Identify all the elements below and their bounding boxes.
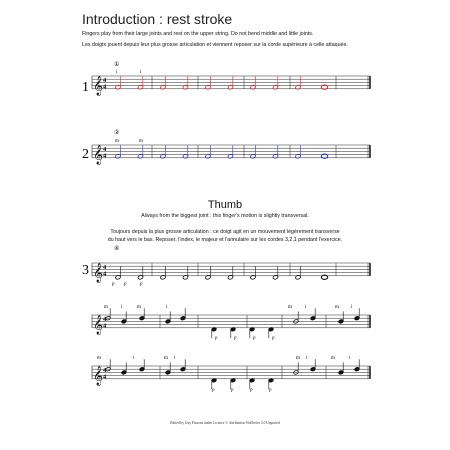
treble-clef-icon: 𝄞 [93,365,104,386]
finger-label: p [231,388,234,393]
string-marker-1: ① [114,61,120,68]
finger-label: p [212,388,215,393]
thumb-french-line-2: du haut vers le bas. Reposer, l'index, le majeur et l'annulaire sur les cordes 3,2,1 pendant l'exercice. [107,237,343,243]
time-signature-top: 4 [103,146,107,153]
finger-label: p [124,282,127,287]
treble-clef-icon: 𝄞 [93,262,104,283]
finger-label: i [166,305,168,310]
finger-label: m [331,356,335,361]
time-signature-bottom: 4 [103,373,107,381]
finger-label: p [234,336,237,341]
thumb-heading: Thumb [207,199,243,211]
finger-label: p [269,388,272,393]
finger-label: i [351,305,353,310]
finger-label: i [121,305,123,310]
finger-label: i [140,70,142,75]
time-signature-bottom: 4 [103,270,107,278]
finger-label: m [139,139,143,144]
time-signature-top: 4 [103,77,107,84]
thumb-french-line-1: Toujours depuis la plus grosse articulation : ce doigt agit en un mouvement légèrement transverse [110,229,340,235]
finger-label: m [115,139,119,144]
license-footer: Edited by Guy Parsons under Licence © Attribution-NoDerivs 3.0 Unported [170,421,280,425]
finger-label: m [296,356,300,361]
finger-label: i [133,356,135,361]
string-marker-2: ② [114,129,120,136]
intro-french: Les doigts jouent depuis leur plus grosse articulation et viennent reposer sur la corde supérieure à celle attaquée. [82,42,348,48]
intro-english: Fingers play from their large joints and rest on the upper string. Do not bend middle and little joints. [82,31,314,37]
finger-label: m [137,305,141,310]
finger-label: p [215,336,218,341]
finger-label: p [112,282,115,287]
finger-label: i [116,70,118,75]
finger-label: m [335,305,339,310]
time-signature-top: 4 [103,264,107,271]
time-signature-bottom: 4 [103,83,107,91]
time-signature-bottom: 4 [103,322,107,330]
time-signature-top: 4 [103,316,107,323]
finger-label: p [253,336,256,341]
finger-label: i [349,356,351,361]
finger-label: i [305,305,307,310]
time-signature-bottom: 4 [103,152,107,160]
exercise-number-1: 1 [82,80,89,95]
finger-label: i [306,356,308,361]
treble-clef-icon: 𝄞 [93,75,104,96]
exercise-number-3: 3 [82,263,89,278]
treble-clef-icon: 𝄞 [93,144,104,165]
finger-label: p [250,388,253,393]
finger-label: p [140,282,143,287]
exercise-number-2: 2 [82,147,89,162]
finger-label: m [288,305,292,310]
treble-clef-icon: 𝄞 [93,314,104,335]
string-marker-4: ④ [114,245,120,252]
time-signature-top: 4 [103,367,107,374]
page-title: Introduction : rest stroke [82,11,233,27]
finger-label: p [272,336,275,341]
finger-label: m [104,305,108,310]
thumb-subtitle: Always from the biggest joint : this finger's motion is slightly transversal. [141,213,309,219]
finger-label: i [174,356,176,361]
finger-label: m [164,356,168,361]
finger-label: m [97,356,101,361]
